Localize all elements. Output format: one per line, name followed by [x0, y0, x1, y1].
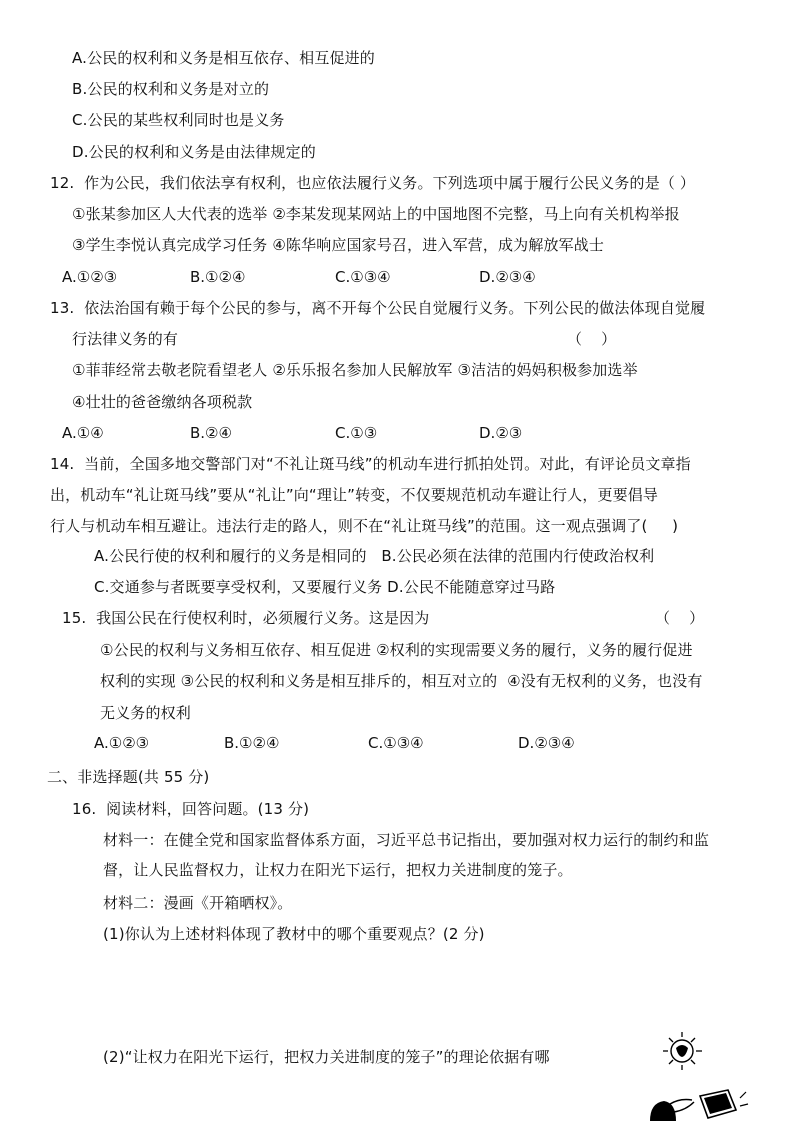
- q15-item-line3: 无义务的权利: [100, 704, 191, 722]
- q15-stem: 15. 我国公民在行使权利时，必须履行义务。这是因为: [62, 609, 430, 627]
- q12-option-d: D.②③④: [479, 268, 536, 286]
- q13-option-a: A.①④: [62, 424, 104, 442]
- q11-option-b: B.公民的权利和义务是对立的: [72, 80, 270, 98]
- sun-icon: [663, 1032, 702, 1070]
- figure-head: [650, 1100, 694, 1121]
- q14-stem-line3: 行人与机动车相互避让。违法行走的路人，则不在“礼让斑马线”的范围。这一观点强调了( ): [50, 517, 679, 535]
- q14-options-cd: C.交通参与者既要享受权利，又要履行义务 D.公民不能随意穿过马路: [94, 578, 556, 596]
- q15-option-a: A.①②③: [94, 734, 150, 752]
- q13-item-line2: ④壮壮的爸爸缴纳各项税款: [72, 393, 253, 411]
- q14-stem-line1: 14. 当前，全国多地交警部门对“不礼让斑马线”的机动车进行抓拍处罚。对此，有评论员文章指: [50, 455, 691, 473]
- q13-stem-line2: 行法律义务的有: [72, 330, 179, 348]
- q15-answer-bracket: （ ）: [655, 609, 705, 627]
- q16-material1-line2: 督，让人民监督权力，让权力在阳光下运行，把权力关进制度的笼子。: [103, 861, 573, 879]
- q16-sub-question-2: (2)“让权力在阳光下运行，把权力关进制度的笼子”的理论依据有哪: [103, 1048, 550, 1066]
- q12-item-line2: ③学生李悦认真完成学习任务 ④陈华响应国家号召，进入军营，成为解放军战士: [72, 236, 605, 254]
- q14-options-ab: A.公民行使的权利和履行的义务是相同的 B.公民必须在法律的范围内行使政治权利: [94, 547, 655, 565]
- q16-stem: 16. 阅读材料，回答问题。(13 分): [72, 800, 310, 818]
- q15-option-d: D.②③④: [518, 734, 575, 752]
- q16-sub-question-1: (1)你认为上述材料体现了教材中的哪个重要观点？(2 分): [103, 925, 485, 943]
- q13-answer-bracket: （ ）: [567, 330, 617, 348]
- q13-option-d: D.②③: [479, 424, 523, 442]
- q15-option-b: B.①②④: [224, 734, 280, 752]
- q14-stem-line2: 出，机动车“礼让斑马线”要从“礼让”向“理让”转变，不仅要规范机动车避让行人，更要倡导: [50, 486, 659, 504]
- cartoon-illustration: [640, 1026, 750, 1121]
- q12-item-line1: ①张某参加区人大代表的选举 ②李某发现某网站上的中国地图不完整，马上向有关机构举报: [72, 205, 680, 223]
- q13-stem-line1: 13. 依法治国有赖于每个公民的参与，离不开每个公民自觉履行义务。下列公民的做法体现自觉履: [50, 299, 706, 317]
- q15-option-c: C.①③④: [368, 734, 424, 752]
- q13-item-line1: ①菲菲经常去敬老院看望老人 ②乐乐报名参加人民解放军 ③洁洁的妈妈积极参加选举: [72, 361, 638, 379]
- box-icon: [700, 1090, 748, 1118]
- q12-option-a: A.①②③: [62, 268, 118, 286]
- section-heading: 二、非选择题(共 55 分): [47, 768, 210, 786]
- q13-option-b: B.②④: [190, 424, 232, 442]
- q11-option-a: A.公民的权利和义务是相互依存、相互促进的: [72, 49, 375, 67]
- q12-option-b: B.①②④: [190, 268, 246, 286]
- q11-option-d: D.公民的权利和义务是由法律规定的: [72, 143, 316, 161]
- q13-option-c: C.①③: [335, 424, 378, 442]
- q12-option-c: C.①③④: [335, 268, 391, 286]
- q15-item-line2: 权利的实现 ③公民的权利和义务是相互排斥的，相互对立的 ④没有无权利的义务，也没有: [100, 672, 703, 690]
- q15-item-line1: ①公民的权利与义务相互依存、相互促进 ②权利的实现需要义务的履行，义务的履行促进: [100, 641, 693, 659]
- q16-material2: 材料二：漫画《开箱晒权》。: [103, 894, 293, 912]
- q16-material1-line1: 材料一：在健全党和国家监督体系方面，习近平总书记指出，要加强对权力运行的制约和监: [103, 831, 710, 849]
- q12-stem: 12. 作为公民，我们依法享有权利，也应依法履行义务。下列选项中属于履行公民义务的是（ ）: [50, 174, 696, 192]
- q11-option-c: C.公民的某些权利同时也是义务: [72, 111, 285, 129]
